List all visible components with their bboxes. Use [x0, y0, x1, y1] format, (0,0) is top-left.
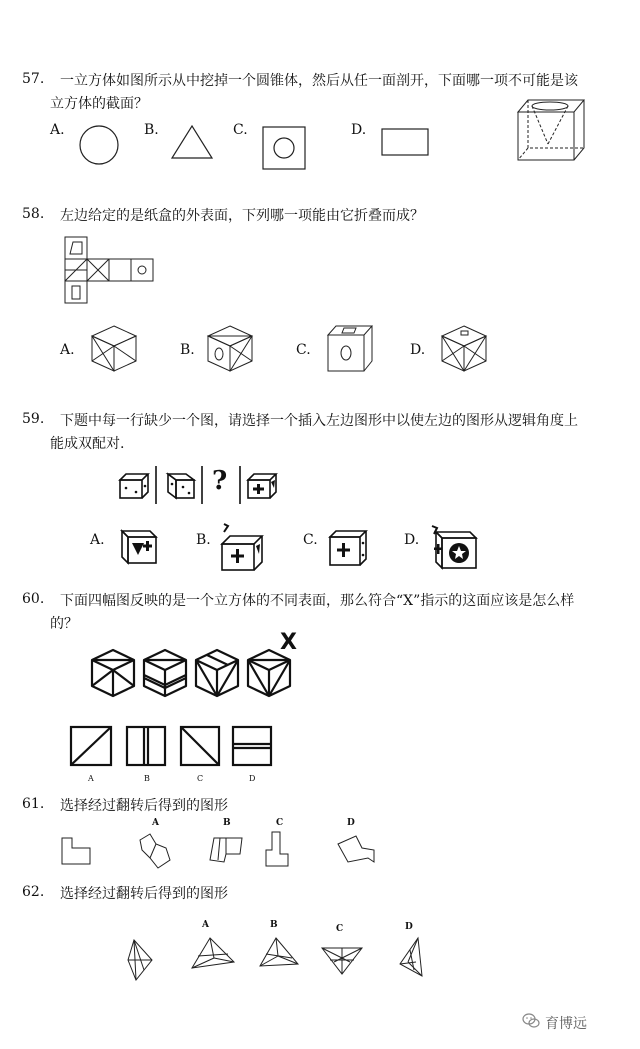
q60-option-d-square[interactable]: [232, 726, 272, 766]
q62-option-c-shape[interactable]: [320, 944, 364, 976]
q59-number: 59.: [22, 411, 45, 427]
q60-option-a-square[interactable]: [70, 726, 112, 766]
q58-option-a-label[interactable]: A.: [60, 342, 75, 358]
q59-text-line1: 下题中每一行缺少一个图，请选择一个插入左边图形中以使左边的图形从逻辑角度上: [60, 413, 578, 429]
q59-option-a-cube[interactable]: [116, 525, 160, 567]
q57-option-d-label[interactable]: D.: [351, 122, 367, 138]
q57-option-b-label[interactable]: B.: [144, 122, 159, 138]
q60-option-c-square[interactable]: [180, 726, 220, 766]
q58-option-a-cube[interactable]: [90, 325, 138, 373]
q61-option-d-shape[interactable]: [334, 832, 378, 866]
q59-option-c-label[interactable]: C.: [303, 532, 318, 548]
q60-option-c-label[interactable]: C: [197, 774, 204, 783]
q60-option-b-label[interactable]: B: [144, 774, 150, 783]
q57-option-a-circle[interactable]: [78, 124, 120, 166]
q62-option-d-label[interactable]: D: [405, 922, 413, 932]
q61-option-b-label[interactable]: B: [223, 818, 231, 828]
q57-text-line1: 一立方体如图所示从中挖掉一个圆锥体，然后从任一面剖开，下面哪一项不可能是该: [60, 73, 578, 89]
q61-option-a-label[interactable]: A: [152, 818, 159, 828]
q62-option-d-shape[interactable]: [396, 936, 426, 982]
q59-option-d-cube[interactable]: [428, 522, 480, 572]
q58-option-d-cube[interactable]: [440, 325, 488, 373]
q60-text-line2: 的？: [50, 616, 78, 632]
q62-option-a-shape[interactable]: [190, 936, 236, 972]
q59-text-line2: 能成双配对.: [50, 436, 125, 452]
q57-option-a-label[interactable]: A.: [50, 122, 65, 138]
q61-option-c-label[interactable]: C: [276, 818, 284, 828]
q61-option-d-label[interactable]: D: [347, 818, 355, 828]
q60-cubes-figure: [90, 648, 290, 700]
q61-option-b-shape[interactable]: [206, 832, 246, 866]
q59-option-c-cube[interactable]: [328, 525, 374, 567]
q61-text-line1: 选择经过翻转后得到的图形: [60, 798, 228, 814]
q59-sequence-figure: [112, 462, 294, 506]
q59-option-a-label[interactable]: A.: [90, 532, 105, 548]
q58-text-line1: 左边给定的是纸盒的外表面，下列哪一项能由它折叠而成？: [60, 208, 424, 224]
q58-option-b-label[interactable]: B.: [180, 342, 195, 358]
q61-number: 61.: [22, 796, 45, 812]
q57-cube-cone-figure: [510, 98, 590, 164]
q57-number: 57.: [22, 71, 45, 87]
q62-option-b-shape[interactable]: [256, 936, 302, 972]
q62-option-c-label[interactable]: C: [336, 924, 344, 934]
q60-option-a-label[interactable]: A: [88, 774, 94, 783]
q61-option-a-shape[interactable]: [136, 830, 174, 872]
q60-option-d-label[interactable]: D: [249, 774, 256, 783]
q61-given-shape: [58, 836, 94, 866]
q58-option-c-label[interactable]: C.: [296, 342, 311, 358]
q57-text-line2: 立方体的截面？: [50, 96, 148, 112]
q58-option-c-cube[interactable]: [326, 325, 374, 373]
q60-x-marker: X: [280, 630, 297, 655]
q60-option-b-square[interactable]: [126, 726, 166, 766]
q62-number: 62.: [22, 884, 45, 900]
q62-option-b-label[interactable]: B: [270, 920, 278, 930]
q62-given-shape: [124, 938, 156, 982]
q57-option-b-triangle[interactable]: [170, 124, 214, 160]
q58-box-net-figure: [64, 236, 164, 308]
q57-option-d-rectangle[interactable]: [381, 128, 429, 156]
q62-text-line1: 选择经过翻转后得到的图形: [60, 886, 228, 902]
q57-option-c-label[interactable]: C.: [233, 122, 248, 138]
q59-option-b-cube[interactable]: [218, 522, 270, 572]
q59-option-b-label[interactable]: B.: [196, 532, 211, 548]
q59-question-mark: ?: [212, 466, 228, 496]
q62-option-a-label[interactable]: A: [202, 920, 209, 930]
q58-option-b-cube[interactable]: [206, 325, 254, 373]
watermark-text: 育博远: [545, 1016, 587, 1032]
q59-option-d-label[interactable]: D.: [404, 532, 420, 548]
q57-option-c-square-circle[interactable]: [262, 126, 306, 170]
q58-number: 58.: [22, 206, 45, 222]
q58-option-d-label[interactable]: D.: [410, 342, 426, 358]
q60-text-line1: 下面四幅图反映的是一个立方体的不同表面，那么符合“X”指示的这面应该是怎么样: [60, 593, 575, 609]
q61-option-c-shape[interactable]: [262, 830, 292, 870]
wechat-icon: [522, 1012, 540, 1030]
q60-number: 60.: [22, 591, 45, 607]
